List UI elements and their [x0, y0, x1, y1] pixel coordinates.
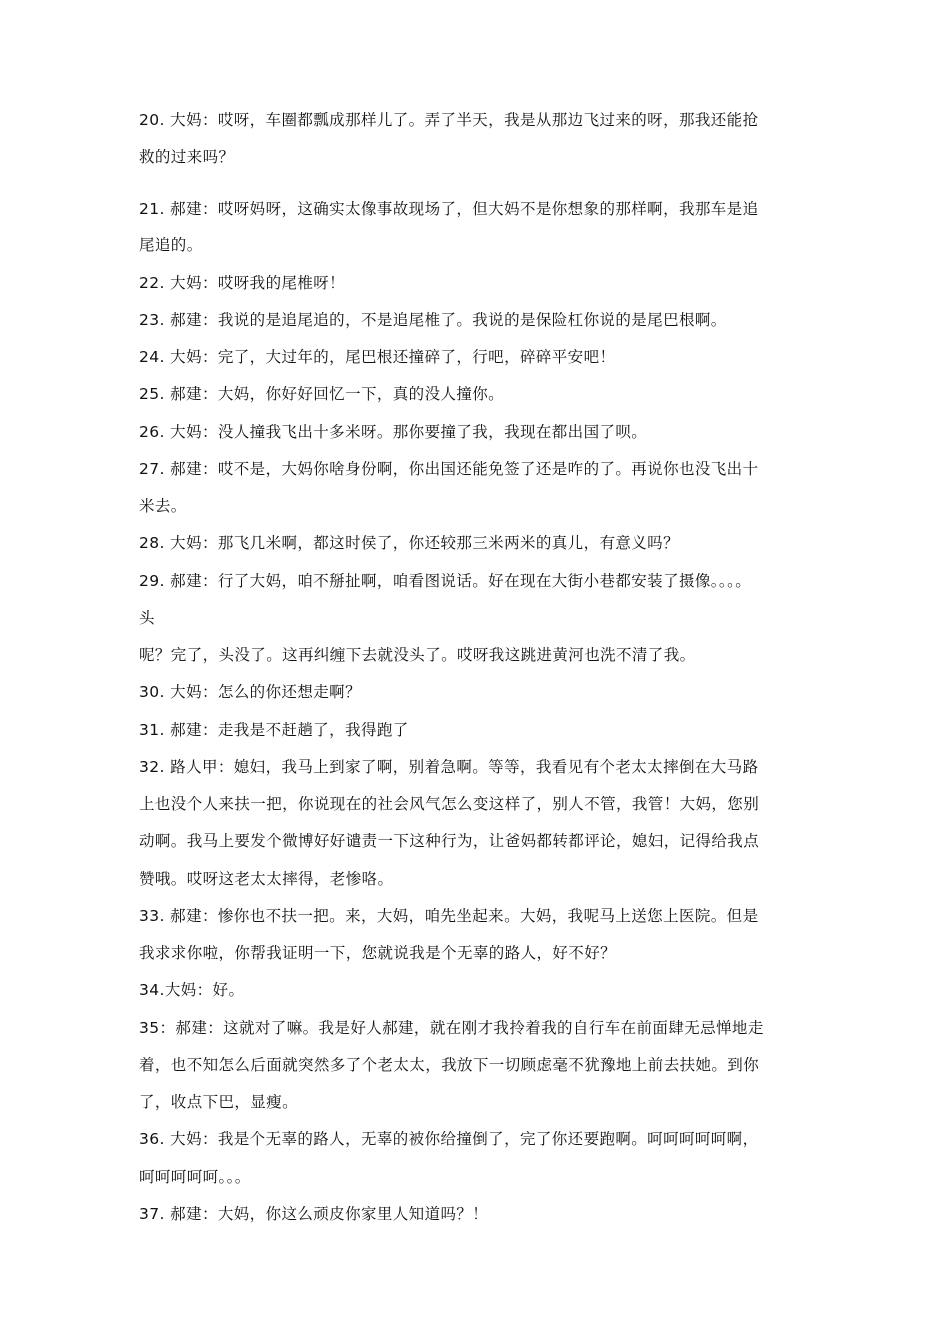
- line-21a: 21. 郝建：哎呀妈呀，这确实太像事故现场了，但大妈不是你想象的那样啊，我那车是追: [139, 200, 759, 218]
- line-34: 34.大妈：好。: [139, 981, 245, 999]
- line-32a: 32. 路人甲：媳妇，我马上到家了啊，别着急啊。等等，我看见有个老太太摔倒在大马路: [139, 758, 759, 776]
- line-23: 23. 郝建：我说的是追尾追的，不是追尾椎了。我说的是保险杠你说的是尾巴根啊。: [139, 311, 727, 329]
- line-35b: 着，也不知怎么后面就突然多了个老太太，我放下一切顾虑毫不犹豫地上前去扶她。到你: [139, 1056, 760, 1074]
- line-36a: 36. 大妈：我是个无辜的路人，无辜的被你给撞倒了，完了你还要跑啊。呵呵呵呵呵啊，: [139, 1130, 759, 1148]
- line-28: 28. 大妈：那飞几米啊，都这时侯了，你还较那三米两米的真儿，有意义吗？: [139, 534, 679, 552]
- line-32c: 动啊。我马上要发个微博好好谴责一下这种行为，让爸妈都转都评论，媳妇，记得给我点: [139, 832, 760, 850]
- line-37: 37. 郝建：大妈，你这么顽皮你家里人知道吗？！: [139, 1205, 489, 1223]
- line-20b: 救的过来吗？: [139, 148, 235, 166]
- line-31: 31. 郝建：走我是不赶趟了，我得跑了: [139, 721, 409, 739]
- line-20a: 20. 大妈：哎呀，车圈都瓢成那样儿了。弄了半天，我是从那边飞过来的呀，那我还能抢: [139, 111, 759, 129]
- line-29b: 头: [139, 609, 155, 627]
- line-29c: 呢？完了，头没了。这再纠缠下去就没头了。哎呀我这跳进黄河也洗不清了我。: [139, 646, 696, 664]
- line-29a: 29. 郝建：行了大妈，咱不掰扯啊，咱看图说话。好在现在大街小巷都安装了摄像。。。。: [139, 572, 752, 590]
- line-33a: 33. 郝建：惨你也不扶一把。来，大妈，咱先坐起来。大妈，我呢马上送您上医院。但是: [139, 907, 759, 925]
- line-27a: 27. 郝建：哎不是，大妈你啥身份啊，你出国还能免签了还是咋的了。再说你也没飞出十: [139, 460, 759, 478]
- line-21b: 尾追的。: [139, 236, 203, 254]
- line-35c: 了，收点下巴，显瘦。: [139, 1093, 299, 1111]
- line-36b: 呵呵呵呵呵。。。: [139, 1168, 251, 1186]
- line-25: 25. 郝建：大妈，你好好回忆一下，真的没人撞你。: [139, 385, 505, 403]
- line-24: 24. 大妈：完了，大过年的，尾巴根还撞碎了，行吧，碎碎平安吧！: [139, 348, 616, 366]
- line-35a: 35：郝建：这就对了嘛。我是好人郝建，就在刚才我拎着我的自行车在前面肆无忌惮地走: [139, 1019, 764, 1037]
- line-32d: 赞哦。哎呀这老太太摔得，老惨咯。: [139, 870, 394, 888]
- line-32b: 上也没个人来扶一把，你说现在的社会风气怎么变这样了，别人不管，我管！大妈，您别: [139, 795, 760, 813]
- line-27b: 米去。: [139, 497, 187, 515]
- line-33b: 我求求你啦，你帮我证明一下，您就说我是个无辜的路人，好不好？: [139, 944, 617, 962]
- line-26: 26. 大妈：没人撞我飞出十多米呀。那你要撞了我，我现在都出国了呗。: [139, 423, 648, 441]
- line-22: 22. 大妈：哎呀我的尾椎呀！: [139, 274, 346, 292]
- line-30: 30. 大妈：怎么的你还想走啊？: [139, 683, 361, 701]
